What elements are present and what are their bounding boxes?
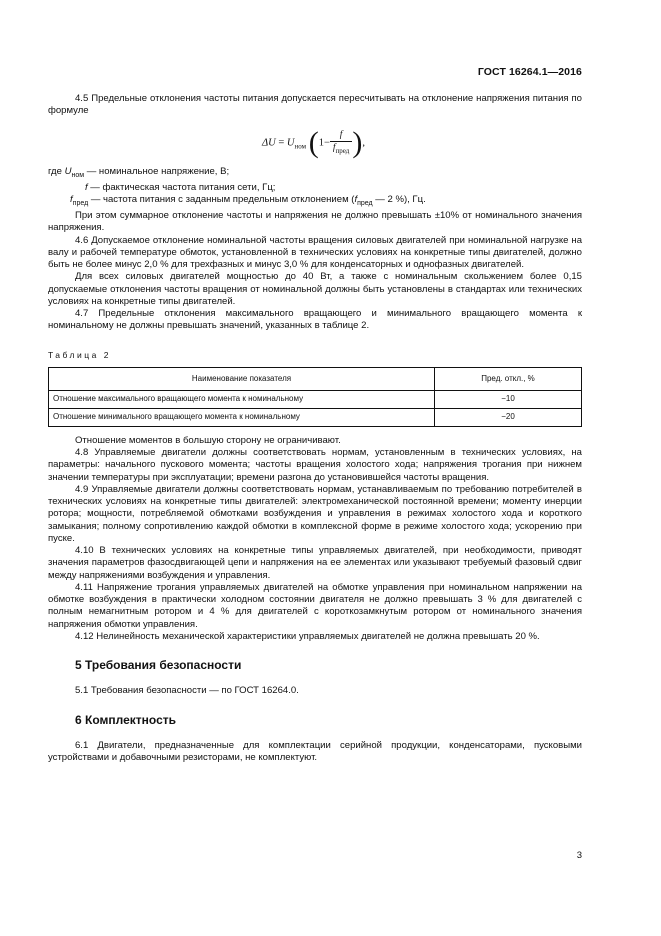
table-2 [48, 367, 582, 427]
table-row [49, 408, 582, 426]
paragraph-4-6: 4.6 Допускаемое отклонение номинальной частоты вращения силовых двигателей при номинальной нагрузке на валу и рабочей температуре обмоток, установленной в технических условиях на конкретные типы двигателей, должно быть не более минус 2,0 % для трехфазных и минус 3,0 % для конденсаторных и однофазных двигателей. [48, 234, 582, 271]
document-header: ГОСТ 16264.1—2016 [477, 66, 582, 78]
document-page [48, 0, 582, 936]
where-line-1: где $U_{ном}$ — номинальное напряжение, В; [48, 165, 230, 179]
section-5-title: 5 Требования безопасности [75, 658, 242, 673]
paragraph-total-deviation: При этом суммарное отклонение частоты и напряжения не должно превышать ±10% от номинального значения напряжения. [48, 210, 582, 234]
paragraph-4-7: 4.7 Предельные отклонения максимального вращающего и минимального вращающего момента к номинальному не должны превышать значений, указанных в таблице 2. [48, 308, 582, 332]
where-line-3: $f_{пред}$ — частота питания с заданным предельным отклонением ($f_{пред}$ — 2 %), Гц. [70, 193, 426, 207]
table-cell-indicator: Отношение минимального вращающего момента к номинальному [49, 408, 435, 426]
formula-u-sub: ном [294, 142, 307, 150]
document-body [48, 93, 582, 764]
paragraph-4-12: 4.12 Нелинейность механической характеристики управляемых двигателей не должна превышать 20 %. [75, 630, 540, 642]
formula-denominator-sub: пред [335, 146, 350, 155]
where-line-2: f — фактическая частота питания сети, Гц; [85, 181, 276, 193]
paragraph-4-9: 4.9 Управляемые двигатели должны соответствовать нормам, устанавливаемым по требованию потребителей в технических условиях на конкретные типы двигателей: электромеханической постоянной времени; моменту инерции ротора; мощности, потребляемой обмотками возбуждения и управления в режимах холостого хода и короткого замыкания; полному сопротивлению каждой обмотки в комплексной форме в режиме холостого хода; ускорению при пуске. [48, 483, 582, 544]
formula-lhs: ΔU [262, 136, 276, 148]
formula-eq: = [275, 136, 287, 148]
paragraph-6-1: 6.1 Двигатели, предназначенные для комплектации серийной продукции, конденсаторами, пусковыми устройствами и добавочными резисторами, не комплектуют. [48, 739, 582, 764]
table-header-row [49, 367, 582, 390]
table-header-indicator: Наименование показателя [49, 367, 435, 390]
table-caption: Таблица 2 [48, 349, 111, 360]
paragraph-4-8: 4.8 Управляемые двигатели должны соответствовать нормам, установленным в технических условиях, на параметры: начального пускового момента; частоты вращения холостого хода; напряжения трогания при нижнем значении температуры при эксплуатации; времени разгона до установившейся частоты вращения. [48, 447, 582, 483]
table-cell-indicator: Отношение максимального вращающего момента к номинальному [49, 390, 435, 408]
formula-comma: , [362, 136, 365, 148]
table-cell-deviation: −20 [435, 408, 582, 426]
paragraph-ratio: Отношение моментов в большую сторону не ограничивают. [75, 434, 341, 446]
table-cell-deviation: −10 [435, 390, 582, 408]
table-header-deviation: Пред. откл., % [435, 367, 582, 390]
section-6-title: 6 Комплектность [75, 712, 176, 727]
page-number: 3 [576, 850, 582, 861]
formula-fraction [330, 129, 352, 157]
formula-one-minus: 1− [318, 136, 330, 148]
paragraph-5-1: 5.1 Требования безопасности — по ГОСТ 16264.0. [75, 685, 299, 697]
paragraph-4-10: 4.10 В технических условиях на конкретные типы управляемых двигателей, при необходимости, приводят значения параметров фазосдвигающей цепи и напряжения на ее элементах или указывают требуемый фазовый сдвиг между напряжениями возбуждения и управления. [48, 545, 582, 581]
formula-denominator: f [332, 142, 336, 153]
voltage-deviation-formula: $\Delta U = U_{ном}$ (1− $\frac{f}{f_{пред}}$ ), [262, 125, 365, 159]
formula-u: U [286, 136, 295, 148]
paragraph-4-5: 4.5 Предельные отклонения частоты питания допускается пересчитывать на отклонение напряжения питания по формуле [48, 93, 582, 117]
table-row [49, 390, 582, 408]
formula-numerator: f [330, 129, 352, 142]
paragraph-40w: Для всех силовых двигателей мощностью до 40 Вт, а также с номинальным скольжением более 0,15 допускаемые отклонения частоты вращения от номинальной должны быть установлены в стандартах или технических условиях на конкретные типы двигателей. [48, 271, 582, 307]
paragraph-4-11: 4.11 Напряжение трогания управляемых двигателей на обмотке управления при номинальном напряжении на обмотке возбуждения в практически холодном состоянии двигателя не должно превышать 3 % для двигателей с полным немагнитным ротором и 4 % для двигателей с короткозамкнутым ротором от номинального значения напряжения обмотки управления. [48, 581, 582, 630]
